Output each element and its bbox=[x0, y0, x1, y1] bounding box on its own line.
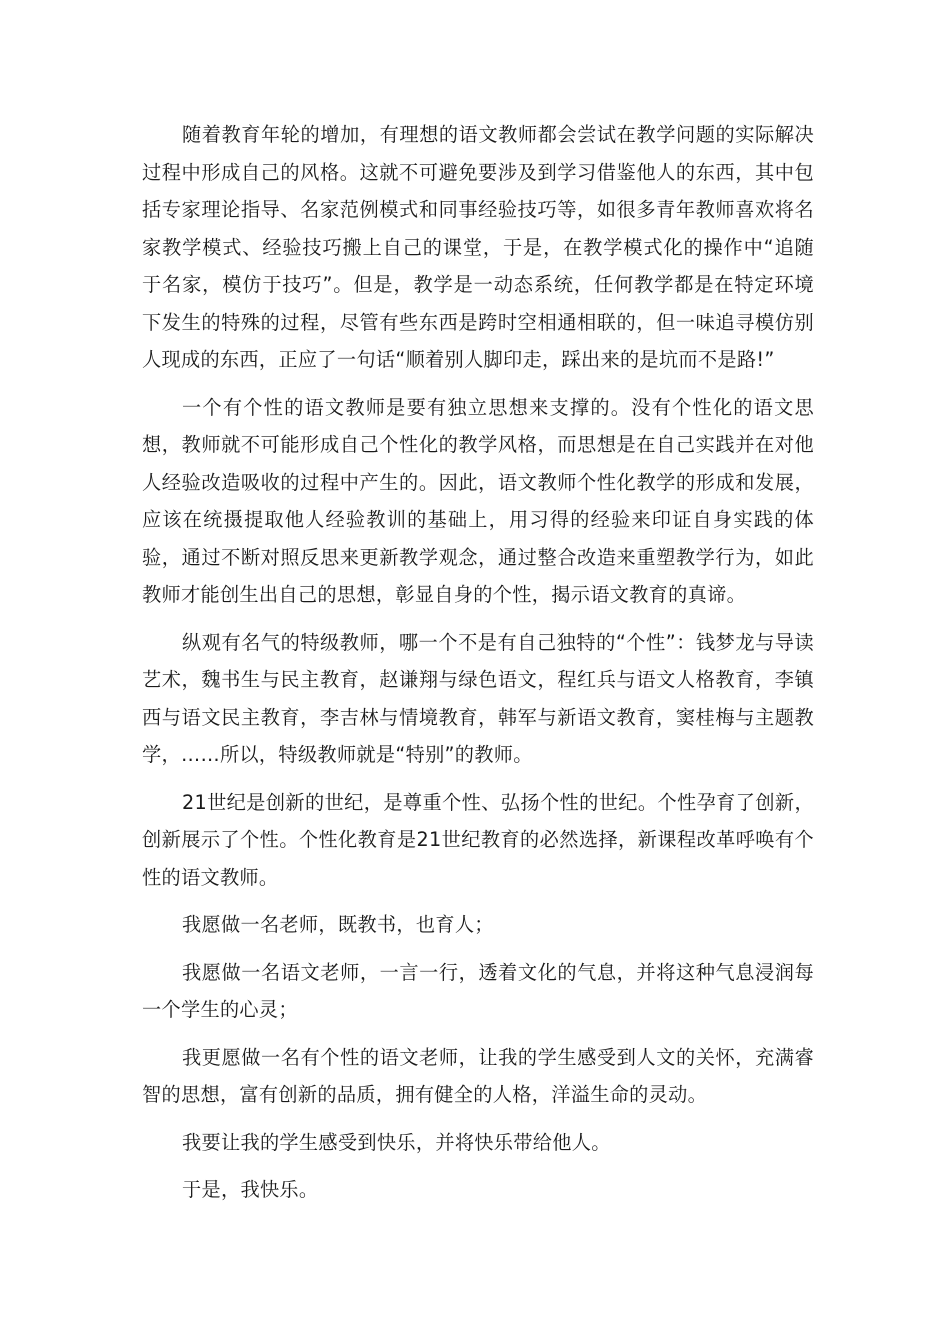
paragraph-9: 于是，我快乐。 bbox=[182, 1178, 319, 1201]
paragraph-8: 我要让我的学生感受到快乐，并将快乐带给他人。 bbox=[182, 1130, 611, 1154]
paragraph-4: 21世纪是创新的世纪，是尊重个性、弘扬个性的世纪。个性孕育了创新，创新展示了个性。个性化教育是21世纪教育的必然选择，新课程改革呼唤有个性的语文教师。 bbox=[142, 790, 814, 889]
paragraph-2: 一个有个性的语文教师是要有独立思想来支撑的。没有个性化的语文思想，教师就不可能形成自己个性化的教学风格，而思想是在自己实践并在对他人经验改造吸收的过程中产生的。因此，语文教师个性化教学的形成和发展，应该在统摄提取他人经验教训的基础上，用习得的经验来印证自身实践的体验，通过不断对照反思来更新教学观念，通过整合改造来重塑教学行为，如此教师才能创生出自己的思想，彰显自身的个性，揭示语文教育的真谛。 bbox=[142, 395, 814, 606]
paragraph-5: 我愿做一名老师，既教书，也育人； bbox=[182, 913, 494, 936]
paragraph-7: 我更愿做一名有个性的语文老师，让我的学生感受到人文的关怀，充满睿智的思想，富有创新的品质，拥有健全的人格，洋溢生命的灵动。 bbox=[142, 1045, 814, 1106]
paragraph-1: 随着教育年轮的增加，有理想的语文教师都会尝试在教学问题的实际解决过程中形成自己的风格。这就不可避免要涉及到学习借鉴他人的东西，其中包括专家理论指导、名家范例模式和同事经验技巧等，如很多青年教师喜欢将名家教学模式、经验技巧搬上自己的课堂，于是，在教学模式化的操作中“追随于名家，模仿于技巧”。但是，教学是一动态系统，任何教学都是在特定环境下发生的特殊的过程，尽管有些东西是跨时空相通相联的，但一味追寻模仿别人现成的东西，正应了一句话“顺着别人脚印走，踩出来的是坑而不是路!” bbox=[142, 123, 814, 371]
document-body bbox=[142, 116, 814, 1219]
paragraph-6: 我愿做一名语文老师，一言一行，透着文化的气息，并将这种气息浸润每一个学生的心灵； bbox=[142, 960, 814, 1021]
paragraph-3: 纵观有名气的特级教师，哪一个不是有自己独特的“个性”：钱梦龙与导读艺术，魏书生与民主教育，赵谦翔与绿色语文，程红兵与语文人格教育，李镇西与语文民主教育，李吉林与情境教育，韩军与新语文教育，窦桂梅与主题教学，……所以，特级教师就是“特别”的教师。 bbox=[142, 630, 814, 766]
